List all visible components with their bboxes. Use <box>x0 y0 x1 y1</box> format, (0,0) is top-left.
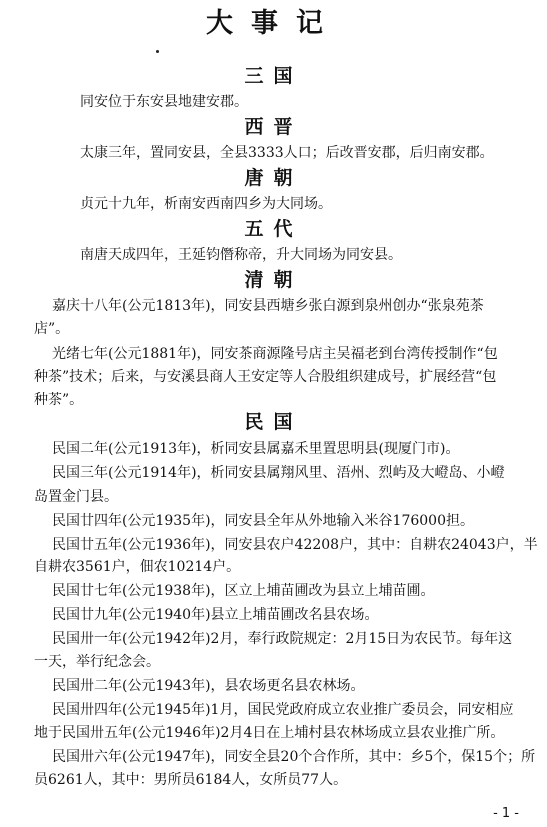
paragraph-line: 岛置金门县。 <box>34 489 118 505</box>
paragraph-line: 民国二年(公元1913年)，析同安县属嘉禾里置思明县(现厦门市)。 <box>52 441 460 457</box>
page-number: - 1 - <box>493 806 519 821</box>
section-heading-qing: 清朝 <box>244 269 303 291</box>
paragraph-line: 店”。 <box>34 321 70 337</box>
paragraph-line: 种茶”技术；后来，与安溪县商人王安定等人合股组织建成号，扩展经营“包 <box>34 369 497 385</box>
paragraph-line: 太康三年，置同安县，全县3333人口；后改晋安郡，后归南安郡。 <box>80 145 494 161</box>
paragraph-line: 民国卅二年(公元1943年)，县农场更名县农林场。 <box>52 678 365 694</box>
paragraph-line: 民国卅四年(公元1945年)1月，国民党政府成立农业推广委员会，同安相应 <box>52 702 514 718</box>
paragraph-line: 民国廿九年(公元1940年)县立上埔苗圃改名县农场。 <box>52 607 379 623</box>
paragraph-line: 民国三年(公元1914年)，析同安县属翔风里、浯州、烈屿及大嶝岛、小嶝 <box>52 465 505 481</box>
paragraph-line: 地于民国卅五年(公元1946年)2月4日在上埔村县农林场成立县农业推广所。 <box>34 725 505 741</box>
speck-mark <box>156 50 159 53</box>
section-heading-minguo: 民国 <box>244 411 303 433</box>
paragraph-line: 一天，举行纪念会。 <box>34 654 160 670</box>
paragraph-line: 民国廿七年(公元1938年)，区立上埔苗圃改为县立上埔苗圃。 <box>52 583 435 599</box>
paragraph-line: 光绪七年(公元1881年)，同安茶商源隆号店主吴福老到台湾传授制作“包 <box>52 346 498 362</box>
paragraph-line: 嘉庆十八年(公元1813年)，同安县西塘乡张白源到泉州创办“张泉苑茶 <box>52 298 484 314</box>
paragraph-line: 南唐天成四年，王延钧僭称帝，升大同场为同安县。 <box>80 247 402 263</box>
paragraph-line: 民国卅六年(公元1947年)，同安全县20个合作所，其中：乡5个，保15个；所 <box>52 749 536 765</box>
paragraph-line: 同安位于东安县地建安郡。 <box>80 94 248 110</box>
paragraph-line: 民国廿四年(公元1935年)，同安县全年从外地输入米谷176000担。 <box>52 513 474 529</box>
paragraph-line: 自耕农3561户，佃农10214户。 <box>34 559 241 575</box>
paragraph-line: 员6261人，其中：男所员6184人，女所员77人。 <box>34 772 348 788</box>
section-heading-tang: 唐朝 <box>244 167 303 189</box>
paragraph-line: 民国廿五年(公元1936年)，同安县农户42208户，其中：自耕农24043户，半 <box>52 537 538 553</box>
paragraph-line: 民国卅一年(公元1942年)2月，奉行政院规定：2月15日为农民节。每年这 <box>52 631 513 647</box>
paragraph-line: 贞元十九年，析南安西南四乡为大同场。 <box>80 196 332 212</box>
paragraph-line: 种茶”。 <box>34 392 84 408</box>
section-heading-xijin: 西晋 <box>244 116 303 138</box>
page-title: 大事记 <box>206 8 341 39</box>
section-heading-wudai: 五代 <box>244 218 303 240</box>
section-heading-sanguo: 三国 <box>244 65 303 87</box>
